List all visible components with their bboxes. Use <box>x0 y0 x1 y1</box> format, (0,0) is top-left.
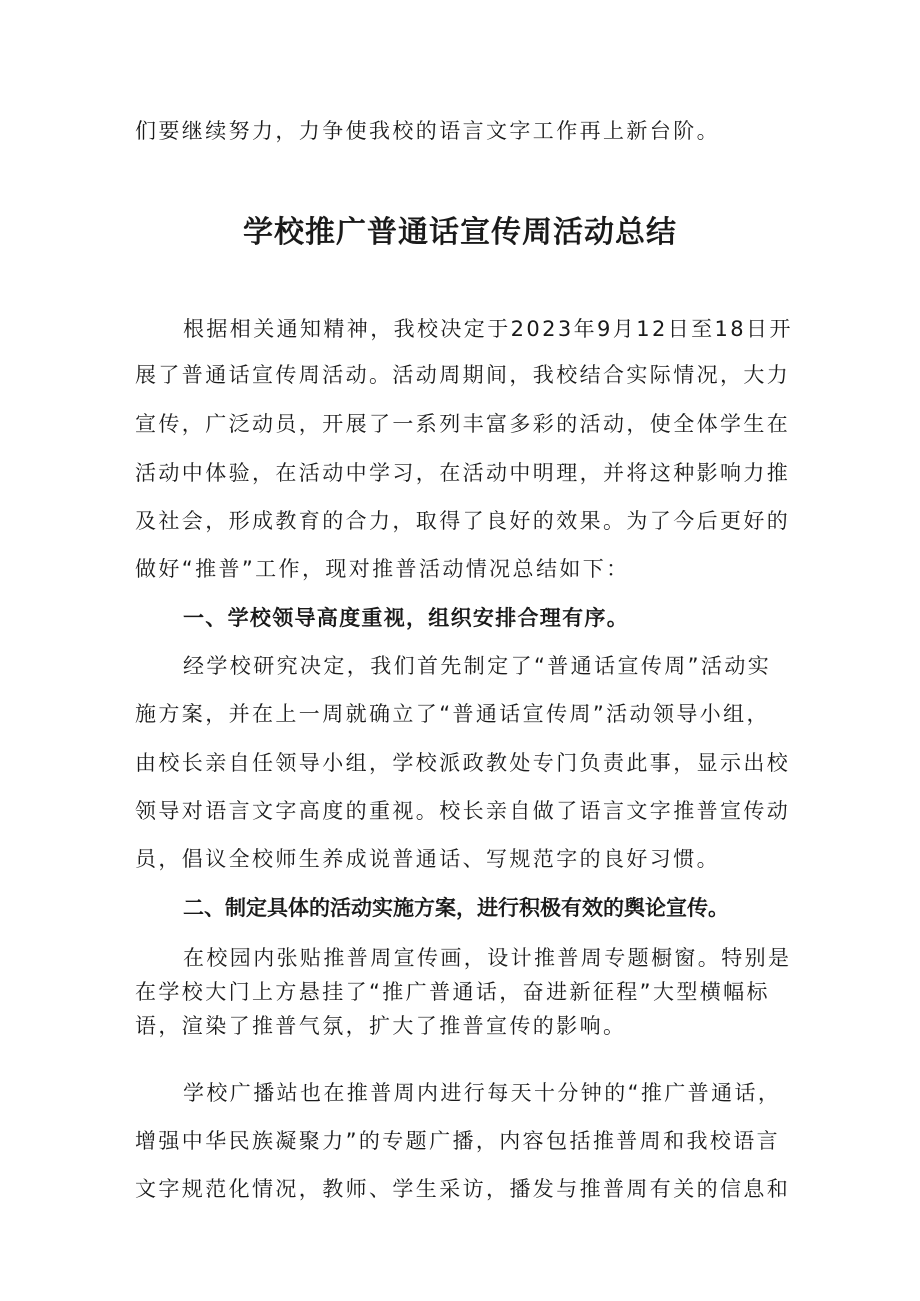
paragraph-line: 由校长亲自任领导小组，学校派政教处专门负责此事，显示出校 <box>135 751 791 775</box>
paragraph-line: 在校园内张贴推普周宣传画，设计推普周专题橱窗。特别是 <box>183 946 792 970</box>
paragraph-line: 领导对语言文字高度的重视。校长亲自做了语言文字推普宣传动 <box>135 799 791 823</box>
paragraph-line: 展了普通话宣传周活动。活动周期间，我校结合实际情况，大力 <box>135 363 791 387</box>
paragraph-line: 文字规范化情况，教师、学生采访，播发与推普周有关的信息和 <box>135 1177 791 1201</box>
paragraph-line: 及社会，形成教育的合力，取得了良好的效果。为了今后更好的 <box>135 509 791 533</box>
paragraph-line: 经学校研究决定，我们首先制定了“普通话宣传周”活动实 <box>183 654 772 678</box>
carryover-line: 们要继续努力，力争使我校的语言文字工作再上新台阶。 <box>135 119 720 143</box>
section-heading-1: 一、学校领导高度重视，组织安排合理有序。 <box>183 606 629 630</box>
paragraph-line: 学校广播站也在推普周内进行每天十分钟的“推广普通话， <box>183 1081 782 1105</box>
document-title: 学校推广普通话宣传周活动总结 <box>243 215 677 250</box>
paragraph-line: 语，渲染了推普气氛，扩大了推普宣传的影响。 <box>135 1014 627 1038</box>
paragraph-line: 增强中华民族凝聚力”的专题广播，内容包括推普周和我校语言 <box>135 1129 781 1153</box>
paragraph-line: 在学校大门上方悬挂了“推广普通话，奋进新征程”大型横幅标 <box>135 980 770 1004</box>
paragraph-line: 根据相关通知精神，我校决定于2023年9月12日至18日开 <box>183 317 793 341</box>
section-heading-2: 二、制定具体的活动实施方案，进行积极有效的舆论宣传。 <box>183 896 729 920</box>
paragraph-line: 做好“推普”工作，现对推普活动情况总结如下： <box>135 557 630 581</box>
paragraph-line: 宣传，广泛动员，开展了一系列丰富多彩的活动，使全体学生在 <box>135 412 791 436</box>
paragraph-line: 员，倡议全校师生养成说普通话、写规范字的良好习惯。 <box>135 847 720 871</box>
paragraph-line: 施方案，并在上一周就确立了“普通话宣传周”活动领导小组， <box>135 702 770 726</box>
paragraph-line: 活动中体验，在活动中学习，在活动中明理，并将这种影响力推 <box>135 461 791 485</box>
